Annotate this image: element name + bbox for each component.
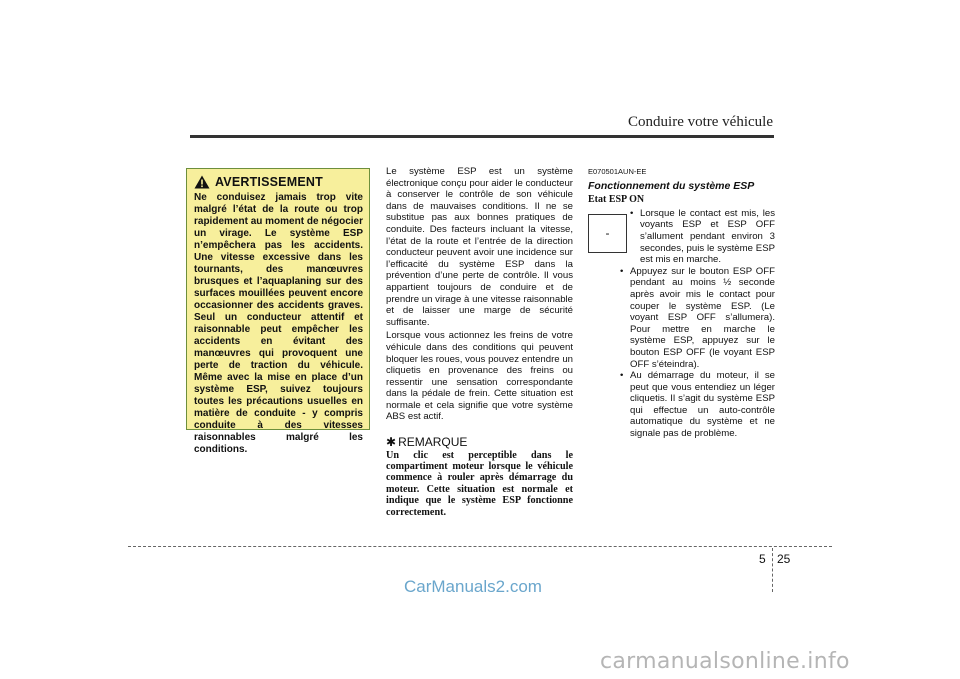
bullet-dot-icon: • <box>620 370 624 382</box>
esp-indicator-image-box <box>588 214 627 253</box>
chapter-number: 5 <box>759 552 766 566</box>
warning-text: Ne conduisez jamais trop vite malgré l’état de la route ou trop rapidement au moment de négocier un virage. Le système ESP n’empêchera pas les accidents. Une vitesse excessive dans les tournants, des manœuvres brusques et l’aquaplaning sur des surfaces mouillées peuvent encore occasionner des accidents graves. Seul un conducteur attentif et raisonnable peut empêcher les accidents en évitant des manœuvres qui provoquent une perte de traction du véhicule. Même avec la mise en place d’un système ESP, suivez toujours toutes les précautions usuelles en matière de conduite - y compris conduite à des vitesses raisonnables malgré les conditions. <box>194 192 363 455</box>
esp-intro-paragraph: Le système ESP est un système électronique conçu pour aider le conducteur à conserver le contrôle de son véhicule dans de mauvaises conditions. Il ne se substitue pas aux bonnes pratiques de conduite. Des facteurs incluant la vitesse, l’état de la route et l’entrée de la direction conducteur peuvent avoir une incidence sur l’efficacité du système ESP dans la prévention d’une perte de contrôle. Il vous appartient toujours de conduire et de prendre un virage à une vitesse raisonnable et de laisser une marge de sécurité suffisante. <box>386 166 573 328</box>
list-item: • Appuyez sur le bouton ESP OFF pendant au moins ½ seconde après avoir mis le contact pour couper le système ESP. (Le voyant ESP OFF s’allumera). Pour mettre en marche le système ESP, appuyez sur le bouton ESP OFF (le voyant ESP OFF s’éteindra). <box>620 265 775 370</box>
remark-heading <box>386 437 573 449</box>
remark-text: Un clic est perceptible dans le compartiment moteur lorsque le véhicule commence à rouler après démarrage du moteur. Cette situation est normale et indique que le système ESP fonctionne correctement. <box>386 449 573 518</box>
list-item: • Au démarrage du moteur, il se peut que vous entendiez un léger cliquetis. Il s’agit du système ESP qui effectue un auto-contrôle automatique du système et ne signale pas de problème. <box>620 370 775 440</box>
page-number-separator <box>772 548 774 592</box>
list-item: • Lorsque le contact est mis, les voyants ESP et ESP OFF s’allument pendant environ 3 secondes, puis le système ESP est mis en marche. <box>630 207 775 266</box>
esp-state-label: Etat ESP ON <box>588 194 645 206</box>
footer-rule <box>128 546 832 547</box>
abs-paragraph: Lorsque vous actionnez les freins de votre véhicule dans des conditions qui peuvent bloquer les roues, vous pouvez entendre un cliquetis en provenance des freins ou ressentir une sensation correspondante dans la pédale de frein. Cette situation est normale et cela signifie que votre système ABS est actif. <box>386 330 573 423</box>
header-rule <box>190 135 774 138</box>
warning-box <box>186 168 370 455</box>
column-2 <box>386 166 573 520</box>
page-number: 25 <box>777 552 791 566</box>
bullet-dot-icon: • <box>620 265 624 277</box>
column-3 <box>588 166 775 440</box>
section-title: Fonctionnement du système ESP <box>588 179 755 192</box>
remark-title: REMARQUE <box>398 435 468 450</box>
remark-star-icon: ✱ <box>386 435 397 450</box>
watermark-carmanuals2: CarManuals2.com <box>404 577 542 596</box>
warning-triangle-icon <box>194 175 210 189</box>
warning-title: AVERTISSEMENT <box>215 175 323 189</box>
watermark-carmanualsonline: carmanualsonline.info <box>600 649 850 674</box>
esp-indicator-placeholder: - <box>605 225 610 240</box>
section-code: E070501AUN-EE <box>588 167 647 176</box>
warning-header <box>194 175 363 189</box>
bullet-dot-icon: • <box>630 207 634 219</box>
page-header-title: Conduire votre véhicule <box>628 114 773 130</box>
